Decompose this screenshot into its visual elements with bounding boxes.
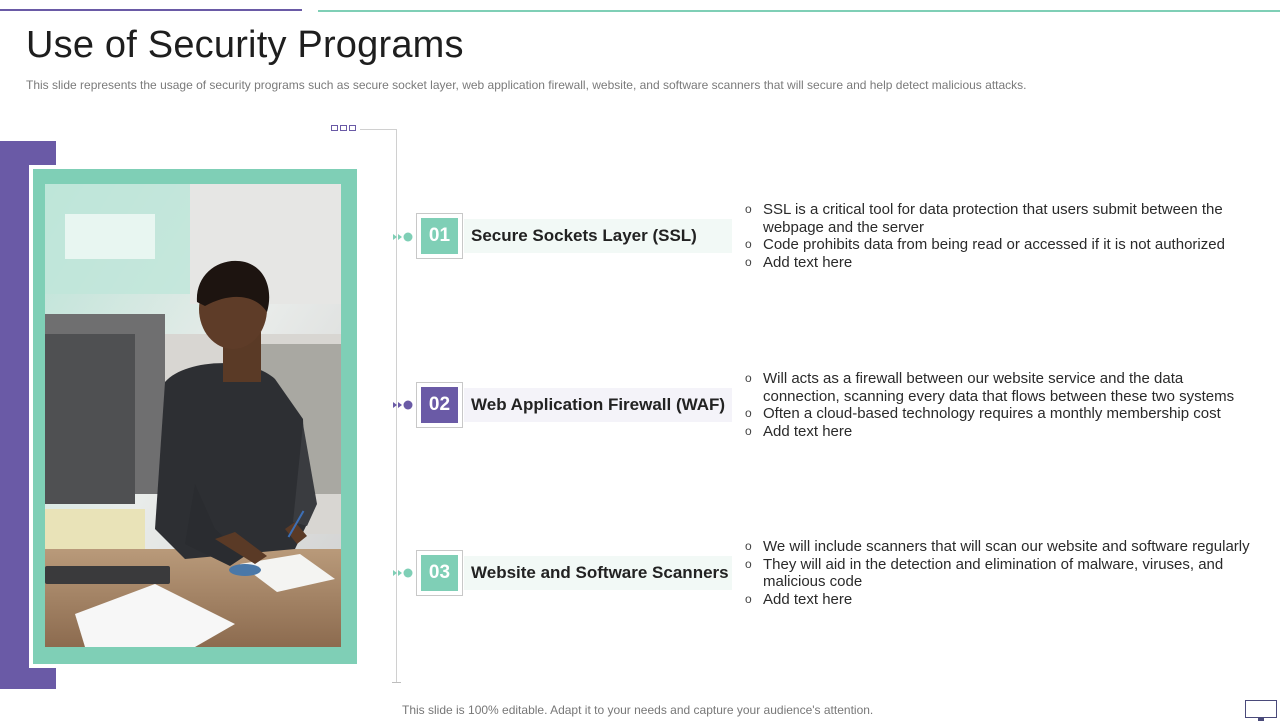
monitor-icon	[1245, 700, 1277, 718]
bullet-item: o Often a cloud-based technology requires a monthly membership cost	[742, 405, 1252, 423]
bullet-item: o Add text here	[742, 423, 1252, 441]
arrow-icon	[393, 232, 415, 242]
bullet-item: o We will include scanners that will scan our website and software regularly	[742, 538, 1252, 556]
slide-title: Use of Security Programs	[26, 24, 464, 66]
arrow-icon	[393, 400, 415, 410]
item-bullet-list	[742, 370, 1252, 440]
timeline-dots	[331, 125, 356, 131]
item-bullet-list	[742, 538, 1252, 608]
item-number: 01	[421, 218, 458, 254]
office-worker-photo	[45, 184, 341, 647]
timeline-end-cap	[392, 682, 401, 683]
slide-subtitle: This slide represents the usage of security programs such as secure socket layer, web application firewall, website, and software scanners that will secure and help detect malicious attacks.	[26, 78, 1027, 92]
item-label: Web Application Firewall (WAF)	[464, 388, 732, 422]
bullet-item: o They will aid in the detection and elimination of malware, viruses, and malicious code	[742, 556, 1252, 591]
top-accent-line-green	[318, 10, 1280, 12]
arrow-icon	[393, 568, 415, 578]
bullet-item: o Code prohibits data from being read or accessed if it is not authorized	[742, 236, 1252, 254]
timeline-connector	[360, 129, 397, 130]
item-number-box	[416, 550, 463, 596]
slide-footer-note: This slide is 100% editable. Adapt it to your needs and capture your audience's attention.	[402, 703, 874, 717]
item-number: 03	[421, 555, 458, 591]
item-label: Website and Software Scanners	[464, 556, 732, 590]
item-number-box	[416, 382, 463, 428]
item-bullet-list	[742, 201, 1252, 271]
photo-mat	[33, 169, 357, 664]
item-label: Secure Sockets Layer (SSL)	[464, 219, 732, 253]
bullet-item: o Add text here	[742, 254, 1252, 272]
item-number: 02	[421, 387, 458, 423]
bullet-item: o Will acts as a firewall between our website service and the data connection, scanning every data that flows between these two systems	[742, 370, 1252, 405]
photo-frame	[29, 165, 361, 668]
item-number-box	[416, 213, 463, 259]
bullet-item: o Add text here	[742, 591, 1252, 609]
top-accent-line-purple	[0, 9, 302, 11]
bullet-item: o SSL is a critical tool for data protection that users submit between the webpage and the server	[742, 201, 1252, 236]
